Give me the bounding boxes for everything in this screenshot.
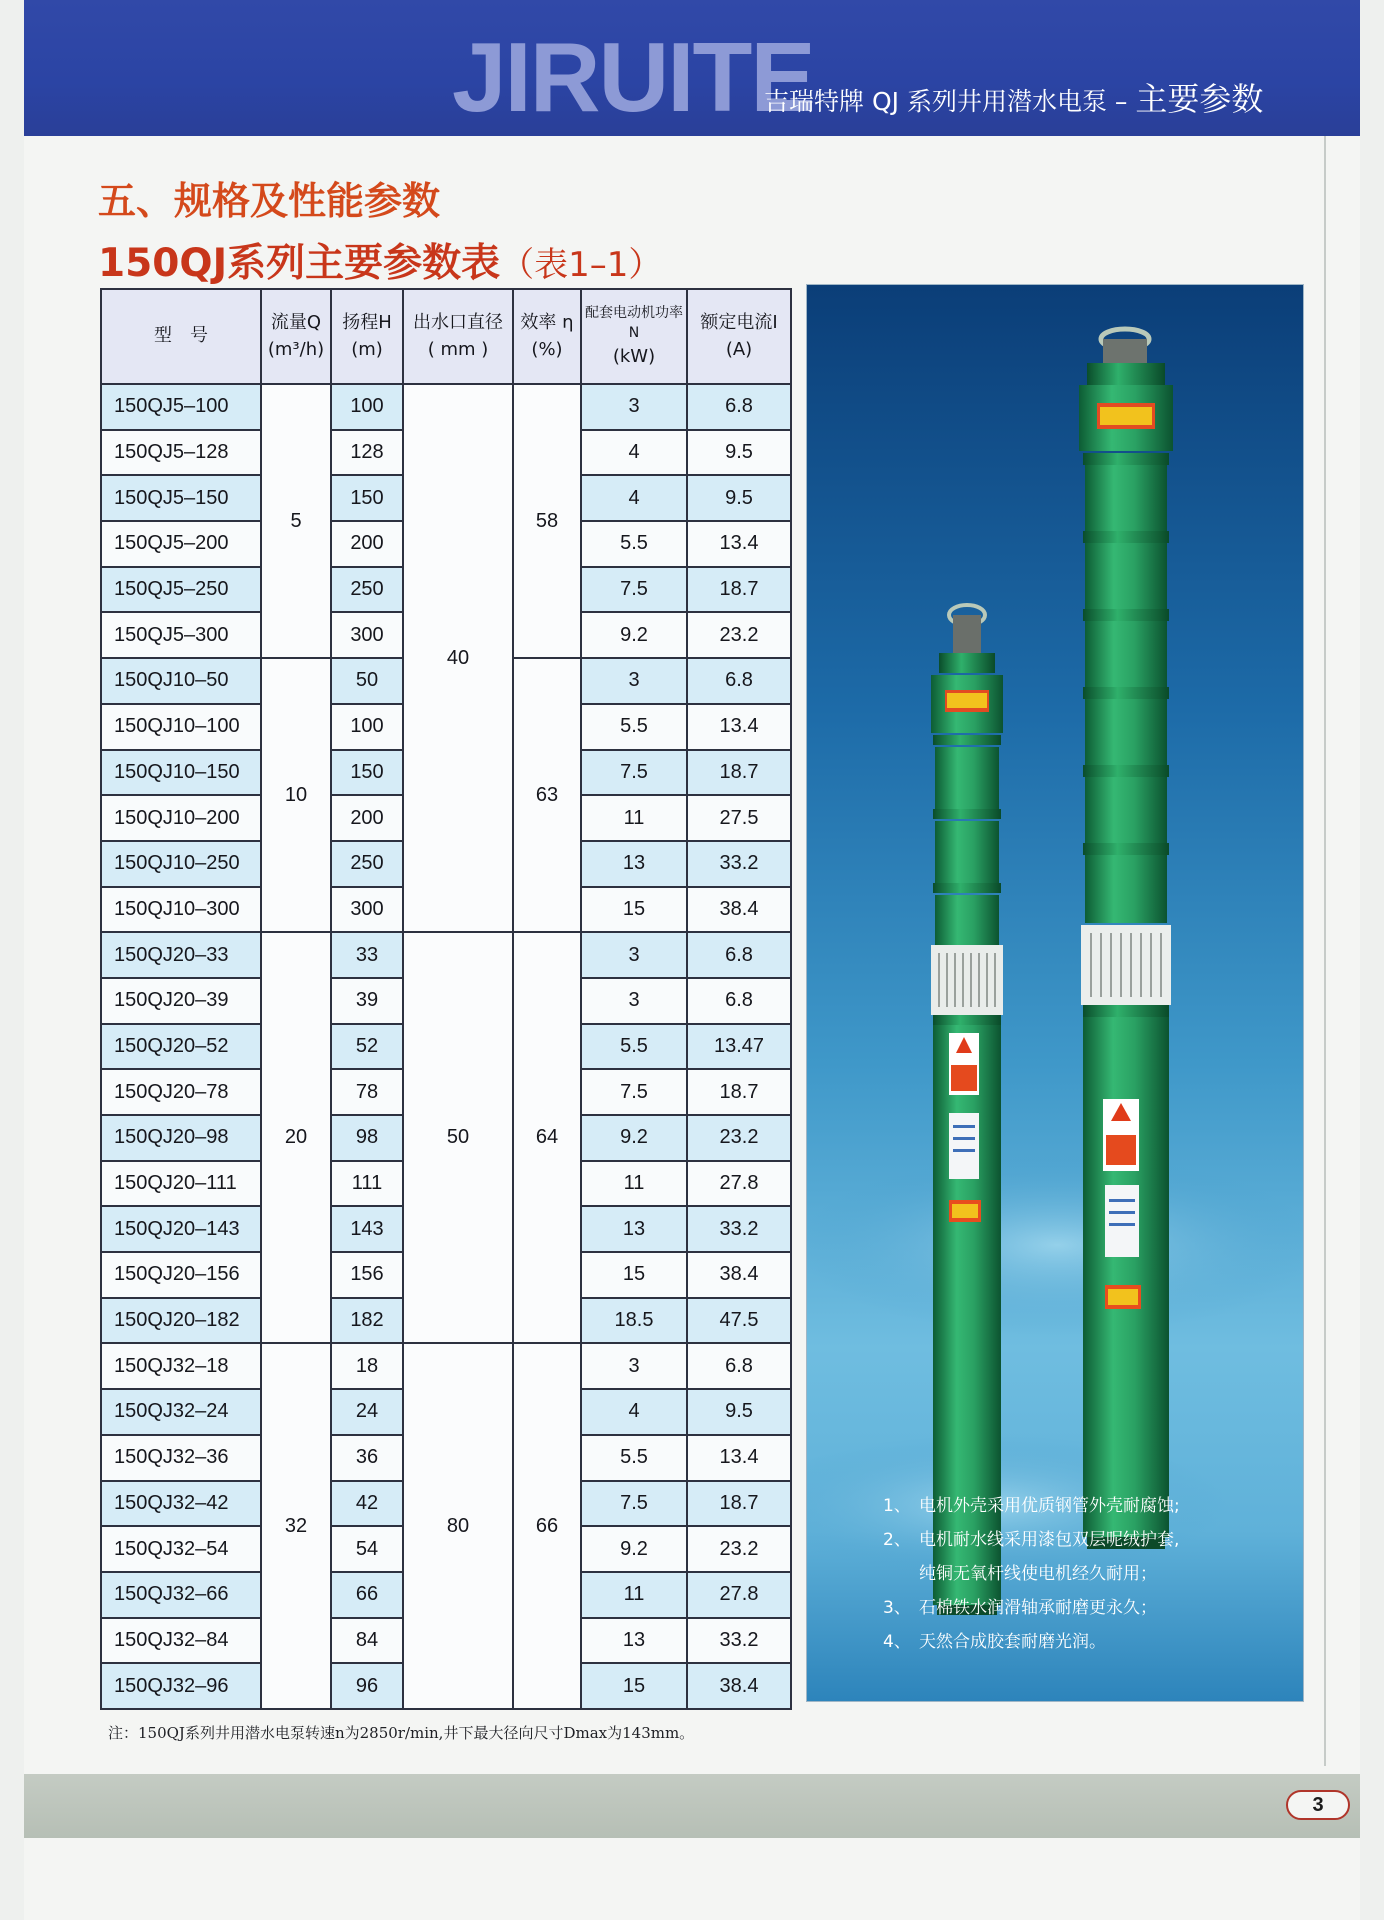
cell-current: 18.7	[687, 1481, 791, 1527]
cell-head: 300	[331, 612, 403, 658]
cell-flow: 10	[261, 658, 331, 932]
cell-head: 24	[331, 1389, 403, 1435]
cell-current: 23.2	[687, 1115, 791, 1161]
table-row	[101, 384, 791, 430]
cell-model: 150QJ10–250	[101, 841, 261, 887]
cell-head: 200	[331, 795, 403, 841]
header-model: 型 号	[101, 289, 261, 384]
cell-model: 150QJ32–66	[101, 1572, 261, 1618]
cell-model: 150QJ10–150	[101, 750, 261, 796]
cell-head: 100	[331, 704, 403, 750]
header-head: 扬程H (m)	[331, 289, 403, 384]
cell-head: 250	[331, 841, 403, 887]
cell-efficiency: 64	[513, 932, 581, 1343]
cell-current: 9.5	[687, 430, 791, 476]
margin-rule	[1324, 136, 1326, 1766]
cell-efficiency: 63	[513, 658, 581, 932]
pump-right	[1079, 329, 1173, 1549]
cell-model: 150QJ10–300	[101, 887, 261, 933]
product-photo	[806, 284, 1304, 1702]
cell-current: 27.5	[687, 795, 791, 841]
feature-number: 1、	[883, 1496, 911, 1516]
header-current: 额定电流I (A)	[687, 289, 791, 384]
cell-model: 150QJ20–156	[101, 1252, 261, 1298]
cell-power: 5.5	[581, 1435, 687, 1481]
cell-current: 6.8	[687, 1343, 791, 1389]
cell-head: 182	[331, 1298, 403, 1344]
cell-model: 150QJ20–143	[101, 1206, 261, 1252]
header-title	[764, 74, 1263, 120]
pump-left	[931, 605, 1003, 1615]
cell-head: 100	[331, 384, 403, 430]
cell-power: 4	[581, 475, 687, 521]
spec-table	[100, 288, 792, 1710]
footer-band	[24, 1774, 1360, 1838]
cell-head: 78	[331, 1069, 403, 1115]
brand-logo: JIRUITE	[452, 22, 814, 132]
cell-head: 66	[331, 1572, 403, 1618]
header-efficiency: 效率 η (%)	[513, 289, 581, 384]
cell-current: 9.5	[687, 475, 791, 521]
cell-head: 111	[331, 1161, 403, 1207]
table-title-sub: （表1–1）	[500, 245, 663, 285]
cell-power: 11	[581, 1572, 687, 1618]
cell-current: 38.4	[687, 1663, 791, 1709]
cell-power: 13	[581, 841, 687, 887]
feature-list	[883, 1489, 1293, 1659]
cell-head: 200	[331, 521, 403, 567]
cell-model: 150QJ32–18	[101, 1343, 261, 1389]
cell-head: 250	[331, 567, 403, 613]
cell-model: 150QJ32–42	[101, 1481, 261, 1527]
cell-model: 150QJ20–182	[101, 1298, 261, 1344]
cell-model: 150QJ5–250	[101, 567, 261, 613]
cell-power: 13	[581, 1206, 687, 1252]
cell-model: 150QJ20–39	[101, 978, 261, 1024]
feature-text: 纯铜无氧杆线使电机经久耐用；	[919, 1564, 1157, 1584]
cell-model: 150QJ20–52	[101, 1024, 261, 1070]
table-header-row	[101, 289, 791, 384]
cell-power: 9.2	[581, 1115, 687, 1161]
cell-efficiency: 58	[513, 384, 581, 658]
cell-head: 52	[331, 1024, 403, 1070]
cell-model: 150QJ5–300	[101, 612, 261, 658]
cell-model: 150QJ5–200	[101, 521, 261, 567]
header-outlet: 出水口直径 ( mm )	[403, 289, 513, 384]
header-title-main: 吉瑞特牌 QJ 系列井用潜水电泵 –	[764, 87, 1136, 116]
cell-model: 150QJ32–36	[101, 1435, 261, 1481]
cell-power: 7.5	[581, 1069, 687, 1115]
cell-current: 9.5	[687, 1389, 791, 1435]
cell-model: 150QJ20–78	[101, 1069, 261, 1115]
cell-power: 15	[581, 1663, 687, 1709]
feature-item	[883, 1557, 1293, 1591]
cell-model: 150QJ20–98	[101, 1115, 261, 1161]
cell-model: 150QJ32–96	[101, 1663, 261, 1709]
feature-number: 3、	[883, 1598, 911, 1618]
cell-model: 150QJ5–100	[101, 384, 261, 430]
water-ripple	[807, 1155, 1304, 1335]
cell-outlet: 80	[403, 1343, 513, 1709]
cell-head: 150	[331, 475, 403, 521]
feature-text: 天然合成胶套耐磨光润。	[919, 1632, 1106, 1652]
cell-current: 6.8	[687, 384, 791, 430]
cell-model: 150QJ10–200	[101, 795, 261, 841]
feature-number: 4、	[883, 1632, 911, 1652]
cell-current: 13.4	[687, 521, 791, 567]
cell-outlet: 50	[403, 932, 513, 1343]
table-title-main: 150QJ系列主要参数表	[98, 241, 501, 286]
footnote: 注：150QJ系列井用潜水电泵转速n为2850r/min,井下最大径向尺寸Dmax为143mm。	[108, 1724, 695, 1742]
cell-power: 4	[581, 1389, 687, 1435]
cell-current: 6.8	[687, 932, 791, 978]
cell-efficiency: 66	[513, 1343, 581, 1709]
cell-flow: 5	[261, 384, 331, 658]
cell-flow: 20	[261, 932, 331, 1343]
cell-current: 23.2	[687, 1526, 791, 1572]
cell-current: 13.4	[687, 704, 791, 750]
cell-power: 5.5	[581, 704, 687, 750]
cell-power: 11	[581, 1161, 687, 1207]
cell-head: 36	[331, 1435, 403, 1481]
table-body	[101, 384, 791, 1709]
cell-head: 54	[331, 1526, 403, 1572]
cell-power: 15	[581, 887, 687, 933]
cell-head: 96	[331, 1663, 403, 1709]
section-title: 五、规格及性能参数	[98, 179, 441, 223]
table-title	[98, 232, 662, 288]
header-banner	[24, 0, 1360, 136]
cell-head: 156	[331, 1252, 403, 1298]
cell-head: 143	[331, 1206, 403, 1252]
cell-model: 150QJ32–84	[101, 1618, 261, 1664]
cell-power: 3	[581, 932, 687, 978]
cell-model: 150QJ20–33	[101, 932, 261, 978]
cell-current: 18.7	[687, 567, 791, 613]
cell-current: 27.8	[687, 1161, 791, 1207]
cell-outlet: 40	[403, 384, 513, 932]
cell-current: 47.5	[687, 1298, 791, 1344]
cell-power: 3	[581, 384, 687, 430]
feature-text: 石棉铁水润滑轴承耐磨更永久；	[919, 1598, 1157, 1618]
cell-model: 150QJ10–100	[101, 704, 261, 750]
catalog-page	[24, 0, 1360, 1920]
cell-power: 3	[581, 1343, 687, 1389]
cell-model: 150QJ20–111	[101, 1161, 261, 1207]
cell-power: 7.5	[581, 750, 687, 796]
cell-current: 13.4	[687, 1435, 791, 1481]
cell-head: 33	[331, 932, 403, 978]
cell-current: 38.4	[687, 887, 791, 933]
cell-model: 150QJ5–128	[101, 430, 261, 476]
cell-power: 5.5	[581, 521, 687, 567]
cell-power: 3	[581, 658, 687, 704]
cell-current: 18.7	[687, 1069, 791, 1115]
cell-current: 18.7	[687, 750, 791, 796]
cell-model: 150QJ5–150	[101, 475, 261, 521]
cell-power: 7.5	[581, 567, 687, 613]
cell-head: 128	[331, 430, 403, 476]
cell-head: 84	[331, 1618, 403, 1664]
table-row	[101, 1343, 791, 1389]
cell-power: 7.5	[581, 1481, 687, 1527]
cell-model: 150QJ32–24	[101, 1389, 261, 1435]
cell-power: 15	[581, 1252, 687, 1298]
cell-power: 5.5	[581, 1024, 687, 1070]
feature-text: 电机外壳采用优质钢管外壳耐腐蚀;	[919, 1496, 1180, 1516]
feature-item	[883, 1489, 1293, 1523]
cell-head: 50	[331, 658, 403, 704]
cell-power: 13	[581, 1618, 687, 1664]
cell-power: 9.2	[581, 612, 687, 658]
cell-current: 27.8	[687, 1572, 791, 1618]
header-title-emph: 主要参数	[1135, 80, 1264, 118]
cell-model: 150QJ32–54	[101, 1526, 261, 1572]
cell-power: 3	[581, 978, 687, 1024]
cell-current: 6.8	[687, 658, 791, 704]
cell-flow: 32	[261, 1343, 331, 1709]
feature-number: 2、	[883, 1530, 911, 1550]
feature-item	[883, 1523, 1293, 1557]
cell-head: 150	[331, 750, 403, 796]
cell-current: 38.4	[687, 1252, 791, 1298]
cell-power: 18.5	[581, 1298, 687, 1344]
cell-head: 18	[331, 1343, 403, 1389]
cell-current: 23.2	[687, 612, 791, 658]
cell-current: 33.2	[687, 1618, 791, 1664]
cell-current: 33.2	[687, 841, 791, 887]
table-row	[101, 932, 791, 978]
cell-power: 9.2	[581, 1526, 687, 1572]
feature-text: 电机耐水线采用漆包双层呢绒护套,	[919, 1530, 1180, 1550]
cell-head: 39	[331, 978, 403, 1024]
cell-head: 42	[331, 1481, 403, 1527]
feature-item	[883, 1591, 1293, 1625]
cell-power: 4	[581, 430, 687, 476]
cell-current: 13.47	[687, 1024, 791, 1070]
cell-head: 300	[331, 887, 403, 933]
cell-head: 98	[331, 1115, 403, 1161]
feature-item	[883, 1625, 1293, 1659]
cell-model: 150QJ10–50	[101, 658, 261, 704]
header-power: 配套电动机功率N (kW)	[581, 289, 687, 384]
cell-power: 11	[581, 795, 687, 841]
page-number: 3	[1286, 1790, 1350, 1820]
cell-current: 33.2	[687, 1206, 791, 1252]
cell-current: 6.8	[687, 978, 791, 1024]
header-flow: 流量Q (m³/h)	[261, 289, 331, 384]
